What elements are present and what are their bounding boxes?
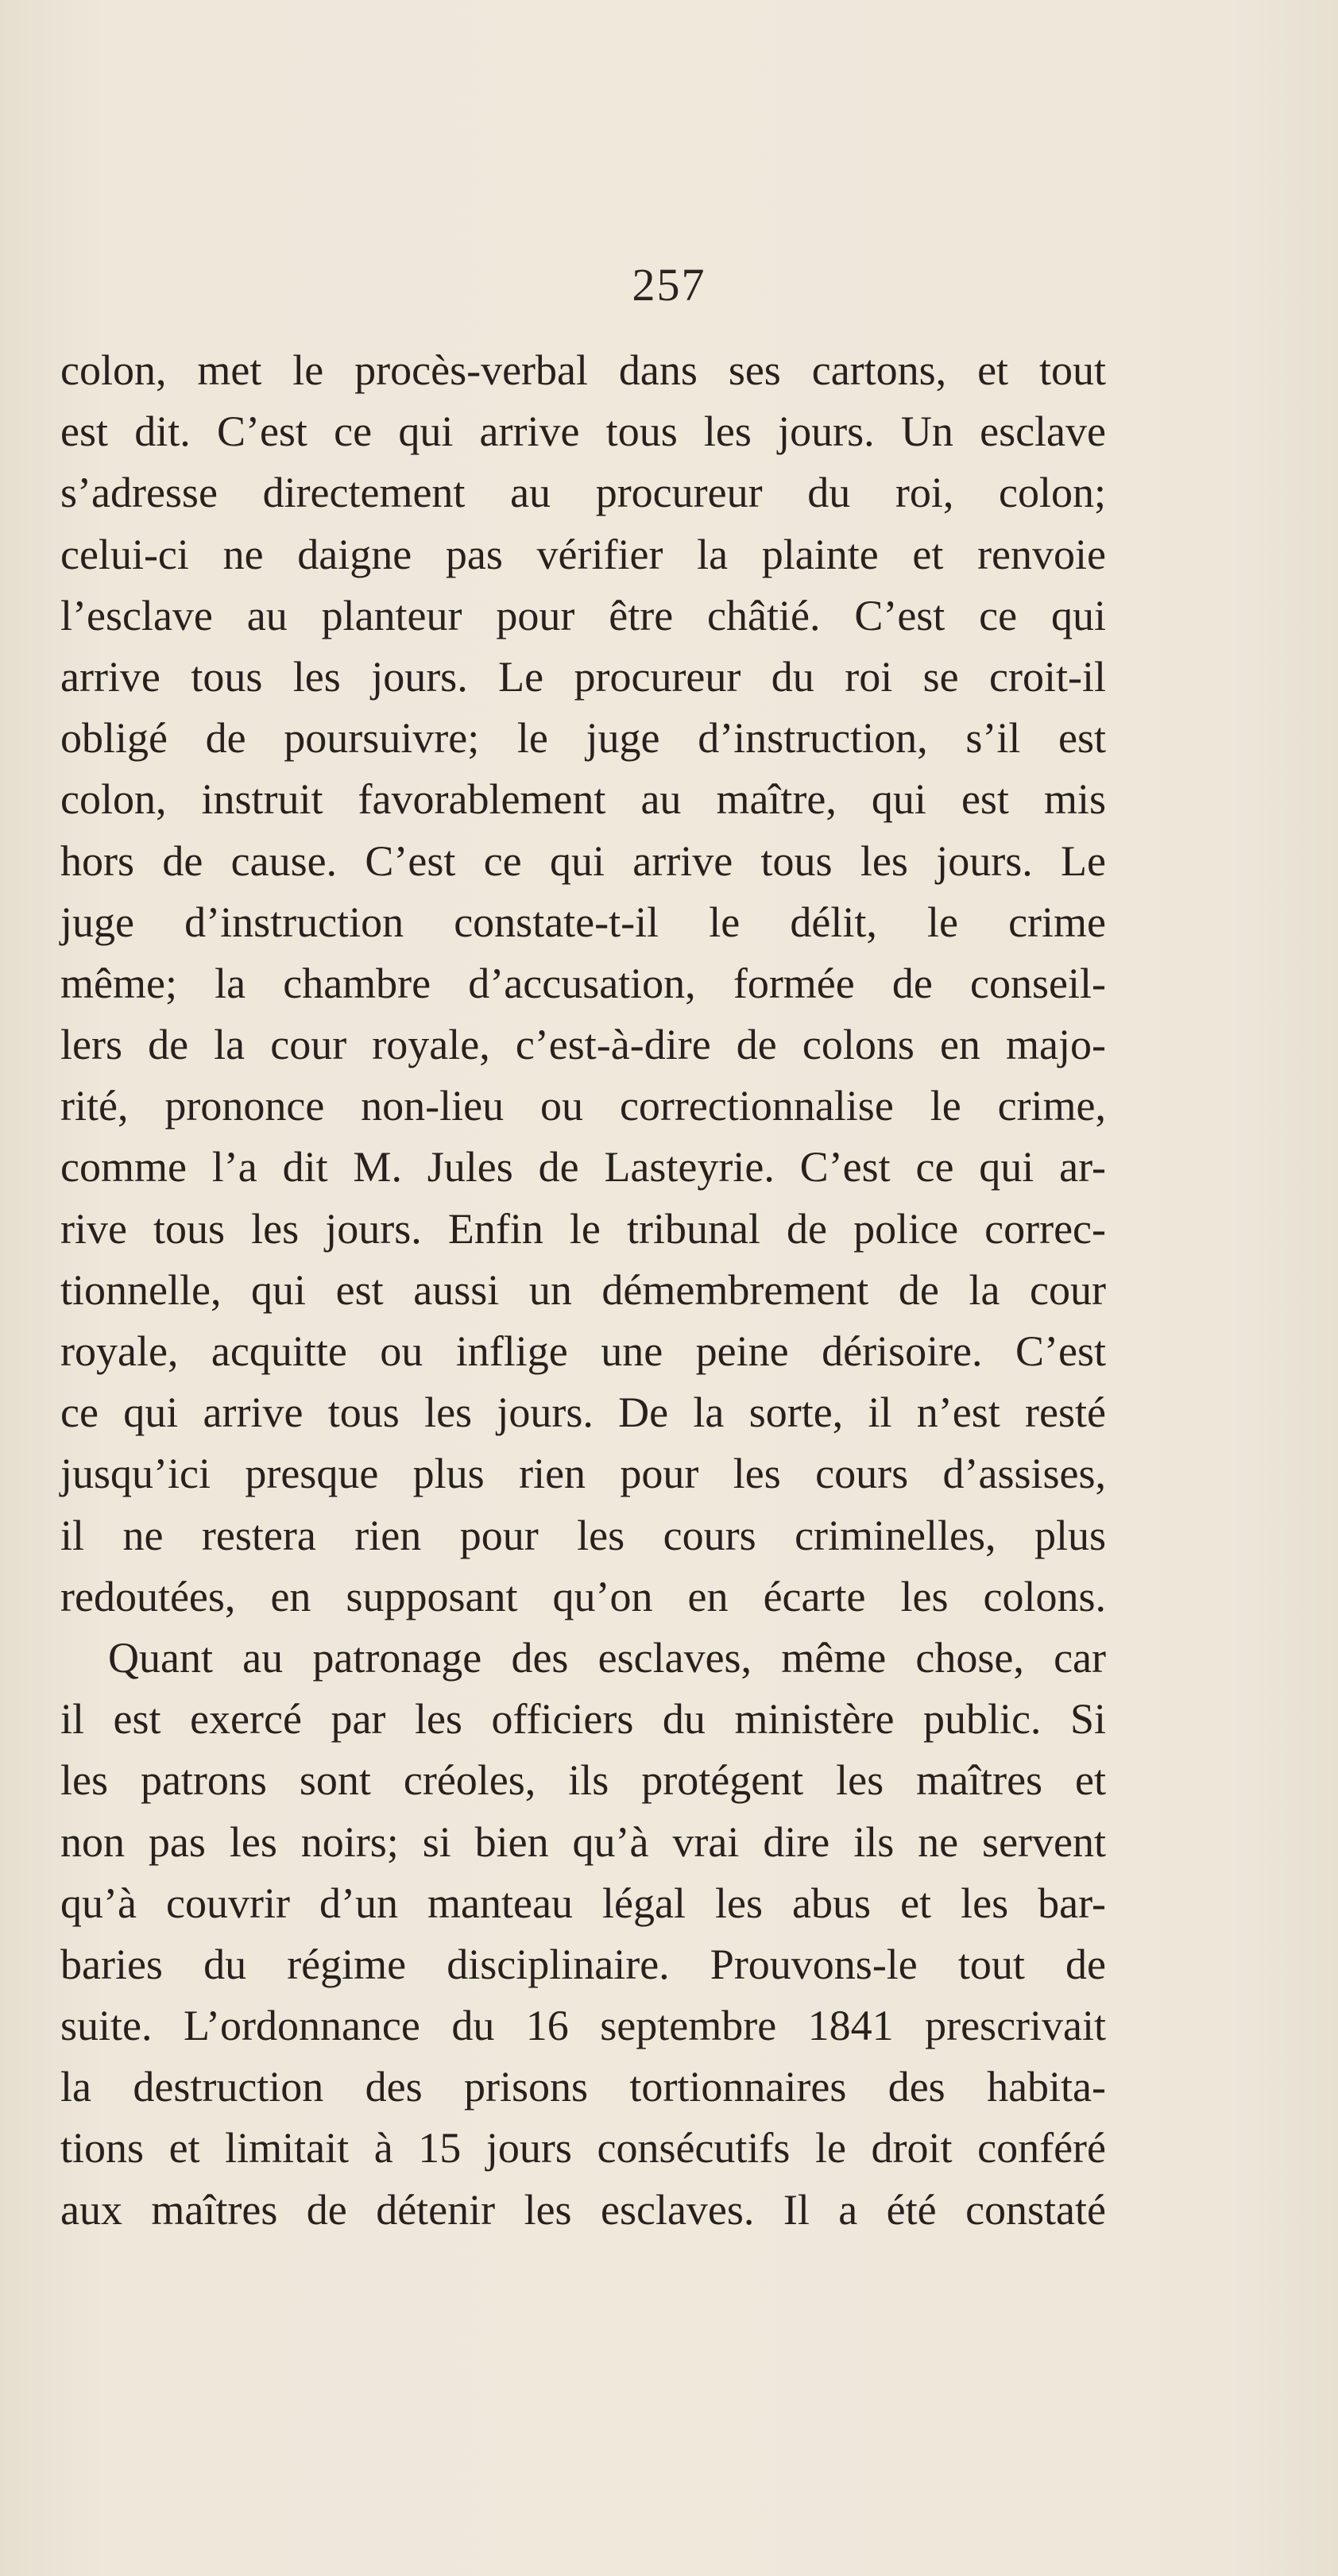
text-line: il ne restera rien pour les cours criminelles, plus <box>60 1511 1106 1559</box>
text-line: jusqu’ici presque plus rien pour les cours d’assises, <box>60 1450 1106 1498</box>
text-line: qu’à couvrir d’un manteau légal les abus et les bar- <box>60 1879 1106 1927</box>
text-line: hors de cause. C’est ce qui arrive tous les jours. Le <box>60 836 1106 885</box>
text-line: tions et limitait à 15 jours consécutifs le droit conféré <box>60 2124 1106 2172</box>
text-line: baries du régime disciplinaire. Prouvons-le tout de <box>60 1940 1106 1988</box>
text-line: non pas les noirs; si bien qu’à vrai dire ils ne servent <box>60 1817 1106 1866</box>
text-line: l’esclave au planteur pour être châtié. C’est ce qui <box>60 591 1106 639</box>
text-line: rive tous les jours. Enfin le tribunal de police correc- <box>60 1204 1106 1253</box>
body-text <box>60 340 1106 2241</box>
text-line: tionnelle, qui est aussi un démembrement de la cour <box>60 1265 1106 1314</box>
text-line: juge d’instruction constate-t-il le délit, le crime <box>60 898 1106 946</box>
text-line: aux maîtres de détenir les esclaves. Il a été constaté <box>60 2185 1106 2234</box>
text-line: colon, met le procès-verbal dans ses cartons, et tout <box>60 346 1106 394</box>
text-line: rité, prononce non-lieu ou correctionnalise le crime, <box>60 1082 1106 1130</box>
text-line: il est exercé par les officiers du ministère public. Si <box>60 1695 1106 1744</box>
paragraph-start-line: Quant au patronage des esclaves, même chose, car <box>108 1633 1106 1682</box>
text-line: colon, instruit favorablement au maître, qui est mis <box>60 775 1106 824</box>
text-line: suite. L’ordonnance du 16 septembre 1841 prescrivait <box>60 2002 1106 2050</box>
text-line: ce qui arrive tous les jours. De la sorte, il n’est resté <box>60 1388 1106 1437</box>
text-line: la destruction des prisons tortionnaires des habita- <box>60 2063 1106 2111</box>
text-line: arrive tous les jours. Le procureur du roi se croit-il <box>60 652 1106 701</box>
text-line: comme l’a dit M. Jules de Lasteyrie. C’est ce qui ar- <box>60 1143 1106 1191</box>
text-line: redoutées, en supposant qu’on en écarte les colons. <box>60 1572 1106 1620</box>
text-line: celui-ci ne daigne pas vérifier la plainte et renvoie <box>60 530 1106 578</box>
text-line: les patrons sont créoles, ils protégent les maîtres et <box>60 1756 1106 1805</box>
text-line: lers de la cour royale, c’est-à-dire de colons en majo- <box>60 1021 1106 1069</box>
text-line: s’adresse directement au procureur du roi, colon; <box>60 469 1106 517</box>
text-line: royale, acquitte ou inflige une peine dérisoire. C’est <box>60 1327 1106 1375</box>
text-line: même; la chambre d’accusation, formée de conseil- <box>60 959 1106 1007</box>
text-line: obligé de poursuivre; le juge d’instruction, s’il est <box>60 714 1106 763</box>
text-line: est dit. C’est ce qui arrive tous les jours. Un esclave <box>60 407 1106 456</box>
page-number: 257 <box>632 259 706 311</box>
